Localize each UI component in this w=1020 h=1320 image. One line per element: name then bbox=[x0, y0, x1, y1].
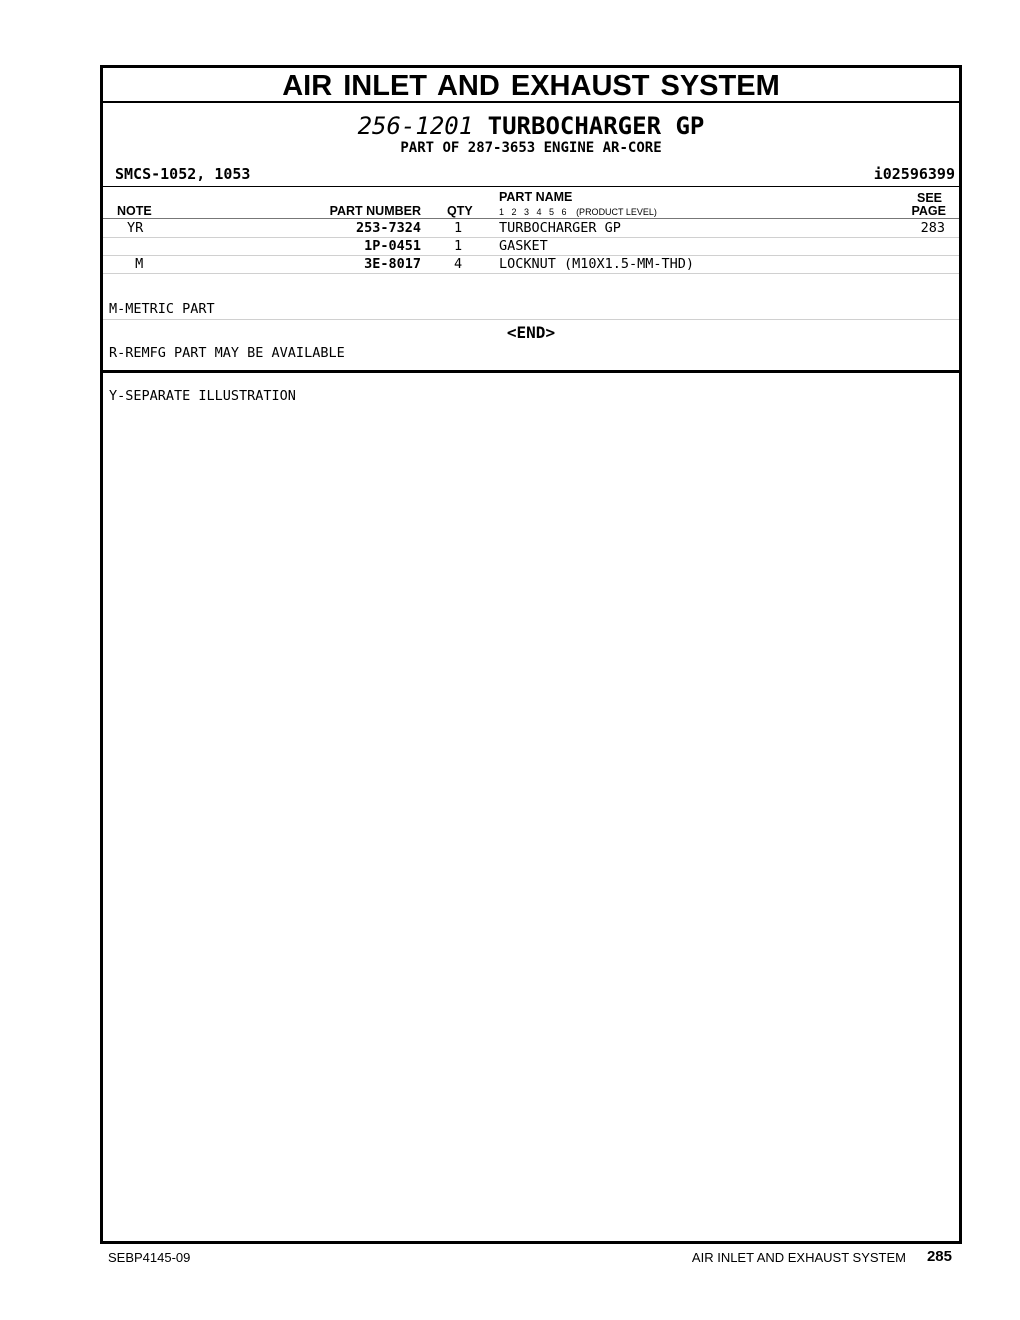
illustration-id: i02596399 bbox=[873, 165, 955, 183]
footer-doc-id: SEBP4145-09 bbox=[108, 1250, 191, 1265]
note-legend bbox=[109, 273, 345, 433]
header-product-levels bbox=[499, 207, 657, 218]
legend-item: Y-SEPARATE ILLUSTRATION bbox=[109, 388, 296, 404]
group-name: TURBOCHARGER GP bbox=[487, 112, 705, 140]
row-qty: 1 bbox=[454, 238, 463, 254]
row-qty: 4 bbox=[454, 256, 463, 272]
row-part-name: TURBOCHARGER GP bbox=[499, 220, 621, 236]
end-marker: <END> bbox=[506, 323, 556, 342]
header-product-level: (PRODUCT LEVEL) bbox=[576, 207, 657, 217]
row-part-number[interactable]: 1P-0451 bbox=[364, 238, 421, 254]
header-qty: QTY bbox=[447, 204, 473, 218]
row-see-page[interactable]: 283 bbox=[920, 220, 945, 236]
footer-page-number: 285 bbox=[926, 1248, 952, 1265]
row-note: YR bbox=[127, 220, 144, 236]
page-frame bbox=[100, 65, 962, 1244]
header-see: SEE bbox=[916, 191, 942, 205]
row-part-name: LOCKNUT (M10X1.5-MM-THD) bbox=[499, 256, 695, 272]
table-row bbox=[103, 255, 959, 274]
section-title: AIR INLET AND EXHAUST SYSTEM bbox=[103, 68, 959, 103]
header-note: NOTE bbox=[117, 204, 152, 218]
legend-divider bbox=[103, 319, 959, 320]
header-page: PAGE bbox=[911, 204, 946, 218]
group-subtitle: PART OF 287-3653 ENGINE AR-CORE bbox=[400, 140, 662, 156]
footer-section: AIR INLET AND EXHAUST SYSTEM bbox=[691, 1250, 906, 1265]
section-divider bbox=[103, 370, 959, 373]
header-part-name: PART NAME bbox=[499, 190, 573, 204]
row-part-number[interactable]: 3E-8017 bbox=[364, 256, 421, 272]
group-number: 256-1201 bbox=[357, 112, 474, 140]
table-row bbox=[103, 219, 959, 238]
legend-item: M-METRIC PART bbox=[109, 301, 215, 317]
row-part-name: GASKET bbox=[499, 238, 548, 254]
smcs-codes: SMCS-1052, 1053 bbox=[115, 165, 251, 183]
header-level-numbers: 1 2 3 4 5 6 bbox=[499, 207, 567, 217]
header-part-number: PART NUMBER bbox=[329, 204, 421, 218]
row-qty: 1 bbox=[454, 220, 463, 236]
row-note: M bbox=[127, 256, 144, 272]
header-divider-top bbox=[103, 186, 959, 187]
legend-item: R-REMFG PART MAY BE AVAILABLE bbox=[109, 344, 345, 361]
table-row bbox=[103, 237, 959, 256]
group-title bbox=[103, 111, 959, 141]
row-part-number[interactable]: 253-7324 bbox=[355, 220, 421, 236]
